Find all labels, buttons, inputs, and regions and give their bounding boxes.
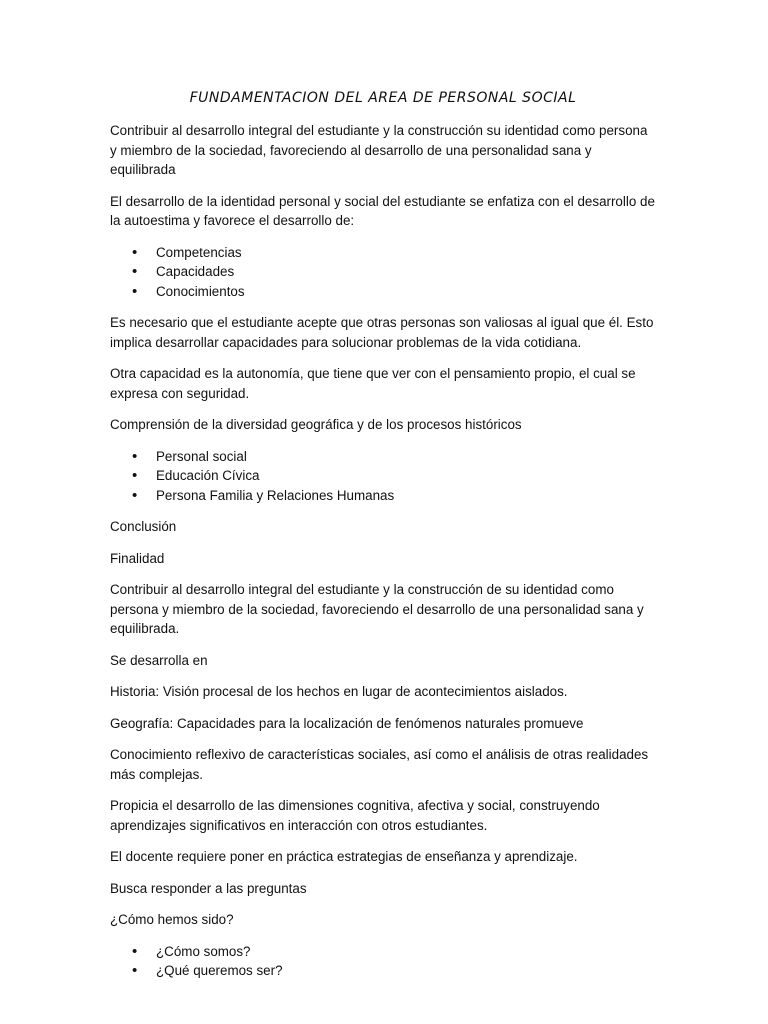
list-item: • Persona Familia y Relaciones Humanas — [110, 486, 656, 506]
list-item: • Personal social — [110, 447, 656, 467]
paragraph: Es necesario que el estudiante acepte que otras personas son valiosas al igual que él. Esto implica desarrollar capacidades para solucionar problemas de la vida cotidiana. — [110, 315, 654, 350]
list-item: • Conocimientos — [110, 282, 656, 302]
paragraph: Contribuir al desarrollo integral del estudiante y la construcción su identidad como persona y miembro de la sociedad, favoreciendo al desarrollo de una personalidad sana y equilibrada — [110, 123, 648, 177]
list-item: • Competencias — [110, 243, 656, 263]
paragraph: El desarrollo de la identidad personal y social del estudiante se enfatiza con el desarrollo de la autoestima y favorece el desarrollo de: — [110, 193, 655, 228]
bullet-list-competencias — [110, 243, 656, 302]
document-title: FUNDAMENTACION DEL AREA DE PERSONAL SOCIAL — [189, 90, 577, 106]
paragraph: Comprensión de la diversidad geográfica y de los procesos históricos — [110, 417, 522, 432]
bullet-list-areas — [110, 447, 656, 506]
paragraph: Contribuir al desarrollo integral del estudiante y la construcción de su identidad como persona y miembro de la sociedad, favoreciendo el desarrollo de una personalidad sana y equilibrada. — [110, 582, 644, 636]
paragraph: Conocimiento reflexivo de características sociales, así como el análisis de otras realidades más complejas. — [110, 747, 649, 782]
list-item: • Educación Cívica — [110, 466, 656, 486]
paragraph: Busca responder a las preguntas — [110, 880, 307, 896]
list-item: • ¿Qué queremos ser? — [110, 961, 656, 981]
paragraph: ¿Cómo hemos sido? — [110, 912, 234, 927]
list-item: • ¿Cómo somos? — [110, 942, 656, 962]
bullet-list-preguntas — [110, 942, 656, 981]
paragraph: El docente requiere poner en práctica estrategias de enseñanza y aprendizaje. — [110, 849, 578, 864]
paragraph: Historia: Visión procesal de los hechos en lugar de acontecimientos aislados. — [110, 684, 568, 699]
paragraph: Conclusión — [110, 519, 177, 534]
paragraph: Otra capacidad es la autonomía, que tiene que ver con el pensamiento propio, el cual se expresa con seguridad. — [110, 366, 636, 401]
paragraph: Finalidad — [110, 550, 165, 566]
list-item: • Capacidades — [110, 262, 656, 282]
paragraph: Se desarrolla en — [110, 652, 208, 668]
paragraph: Geografía: Capacidades para la localización de fenómenos naturales promueve — [110, 715, 584, 731]
paragraph: Propicia el desarrollo de las dimensiones cognitiva, afectiva y social, construyendo aprendizajes significativos en interacción con otros estudiantes. — [110, 798, 600, 833]
